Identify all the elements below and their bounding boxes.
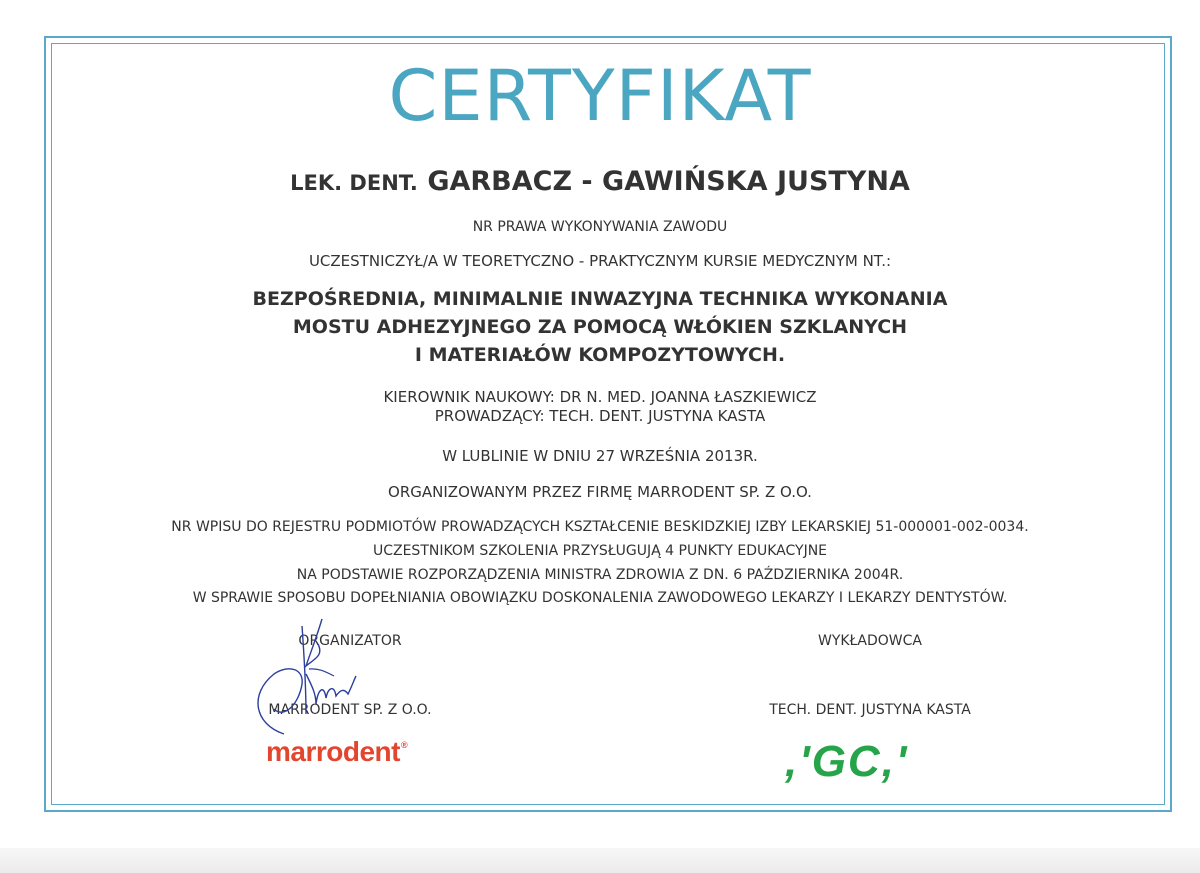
marrodent-logo: [266, 736, 406, 768]
scan-edge: [0, 848, 1200, 873]
gc-logo: ,'GC,': [785, 737, 909, 786]
license-label: NR PRAWA WYKONYWANIA ZAWODU: [472, 219, 728, 235]
organizer-name: MARRODENT SP. Z O.O.: [268, 702, 432, 718]
recipient-name-line: [0, 166, 1200, 199]
regulation-line-1: NR WPISU DO REJESTRU PODMIOTÓW PROWADZĄCYCH KSZTAŁCENIE BESKIDZKIEJ IZBY LEKARSKIEJ 51-000001-002-0034.: [171, 519, 1029, 535]
scientific-director: KIEROWNIK NAUKOWY: DR N. MED. JOANNA ŁASZKIEWICZ: [383, 388, 817, 406]
regulation-line-4: W SPRAWIE SPOSOBU DOPEŁNIANIA OBOWIĄZKU DOSKONALENIA ZAWODOWEGO LEKARZY I LEKARZY DENTYSTÓW.: [192, 590, 1008, 606]
regulation-line-2: UCZESTNIKOM SZKOLENIA PRZYSŁUGUJĄ 4 PUNKTY EDUKACYJNE: [372, 543, 828, 559]
instructor: PROWADZĄCY: TECH. DENT. JUSTYNA KASTA: [434, 407, 766, 425]
participation-line: UCZESTNICZYŁ/A W TEORETYCZNO - PRAKTYCZNYM KURSIE MEDYCZNYM NT.:: [308, 252, 892, 270]
regulation-line-3: NA PODSTAWIE ROZPORZĄDZENIA MINISTRA ZDROWIA Z DN. 6 PAŹDZIERNIKA 2004R.: [296, 567, 904, 583]
organized-by: ORGANIZOWANYM PRZEZ FIRMĘ MARRODENT SP. Z O.O.: [388, 483, 812, 501]
lecturer-name: TECH. DENT. JUSTYNA KASTA: [769, 702, 971, 718]
organizer-label: ORGANIZATOR: [298, 633, 402, 649]
name-prefix: LEK. DENT.: [290, 171, 418, 195]
organizer-signature: [244, 614, 384, 744]
course-title-line-1: BEZPOŚREDNIA, MINIMALNIE INWAZYJNA TECHNIKA WYKONANIA: [252, 288, 948, 310]
course-title-line-2: MOSTU ADHEZYJNEGO ZA POMOCĄ WŁÓKIEN SZKLANYCH: [292, 316, 908, 338]
recipient-name: GARBACZ - GAWIŃSKA JUSTYNA: [427, 166, 910, 197]
course-title-line-3: I MATERIAŁÓW KOMPOZYTOWYCH.: [414, 344, 786, 366]
certificate-title: CERTYFIKAT: [388, 55, 812, 137]
marrodent-logo-text: marrodent: [266, 736, 400, 767]
place-date: W LUBLINIE W DNIU 27 WRZEŚNIA 2013R.: [442, 447, 758, 465]
lecturer-label: WYKŁADOWCA: [817, 633, 922, 649]
registered-mark: ®: [400, 740, 408, 750]
